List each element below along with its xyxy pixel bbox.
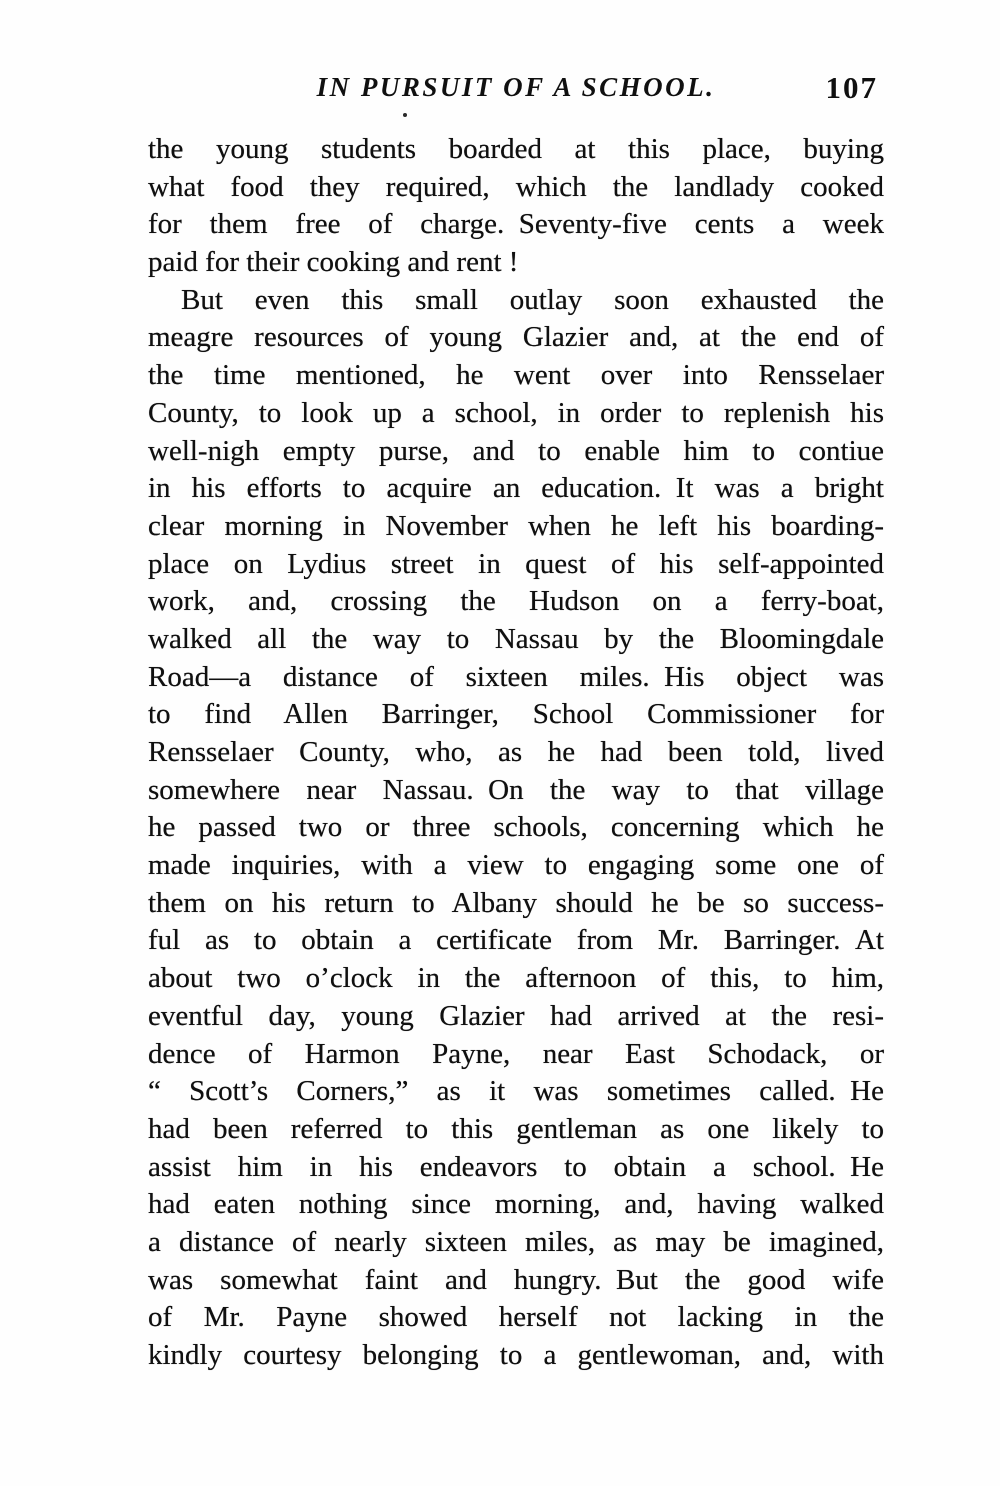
text-line: about two o’clock in the afternoon of this, to him,: [148, 962, 884, 995]
text-line: made inquiries, with a view to engaging some one of: [148, 849, 884, 882]
text-line: place on Lydius street in quest of his self-appointed: [148, 547, 884, 580]
text-line: somewhere near Nassau. On the way to that village: [148, 773, 884, 806]
text-line: County, to look up a school, in order to replenish his: [148, 396, 884, 429]
text-line: the young students boarded at this place, buying: [148, 133, 884, 165]
text-line: paid for their cooking and rent !: [148, 246, 519, 279]
text-line: eventful day, young Glazier had arrived at the resi-: [148, 999, 884, 1032]
text-line: had been referred to this gentleman as one likely to: [148, 1112, 884, 1145]
text-line: was somewhat faint and hungry. But the good wife: [148, 1263, 884, 1296]
text-line: to find Allen Barringer, School Commissioner for: [148, 698, 884, 731]
text-line: But even this small outlay soon exhausted the: [181, 283, 884, 316]
text-line: what food they required, which the landlady cooked: [148, 170, 884, 203]
text-line: the time mentioned, he went over into Rensselaer: [148, 359, 884, 392]
text-line: ful as to obtain a certificate from Mr. Barringer. At: [148, 924, 884, 957]
text-line: in his efforts to acquire an education. It was a bright: [148, 472, 884, 505]
text-line: kindly courtesy belonging to a gentlewoman, and, with: [148, 1339, 884, 1371]
text-line: of Mr. Payne showed herself not lacking in the: [148, 1301, 884, 1334]
text-line: meagre resources of young Glazier and, at the end of: [148, 321, 884, 354]
text-line: dence of Harmon Payne, near East Schodack, or: [148, 1037, 884, 1070]
text-line: Rensselaer County, who, as he had been told, lived: [148, 736, 884, 768]
text-line: a distance of nearly sixteen miles, as may be imagined,: [148, 1225, 884, 1258]
text-line: assist him in his endeavors to obtain a school. He: [148, 1150, 884, 1183]
text-line: work, and, crossing the Hudson on a ferry-boat,: [148, 585, 884, 618]
body-text: [148, 131, 884, 1375]
text-line: walked all the way to Nassau by the Bloomingdale: [148, 622, 884, 655]
text-line: had eaten nothing since morning, and, having walked: [148, 1188, 884, 1221]
text-line: for them free of charge. Seventy-five cents a week: [148, 208, 884, 241]
text-line: Road—a distance of sixteen miles. His object was: [148, 660, 884, 693]
text-line: “ Scott’s Corners,” as it was sometimes called. He: [148, 1075, 884, 1108]
page-header: [148, 72, 884, 112]
text-line: them on his return to Albany should he be so success-: [148, 886, 884, 919]
text-line: well-nigh empty purse, and to enable him to contiue: [148, 434, 884, 467]
running-title: IN PURSUIT OF A SCHOOL.: [316, 72, 716, 102]
page-number: 107: [825, 70, 878, 105]
text-line: he passed two or three schools, concerning which he: [148, 811, 884, 844]
scan-artifact-dot: [403, 113, 407, 117]
text-line: clear morning in November when he left his boarding-: [148, 509, 884, 542]
